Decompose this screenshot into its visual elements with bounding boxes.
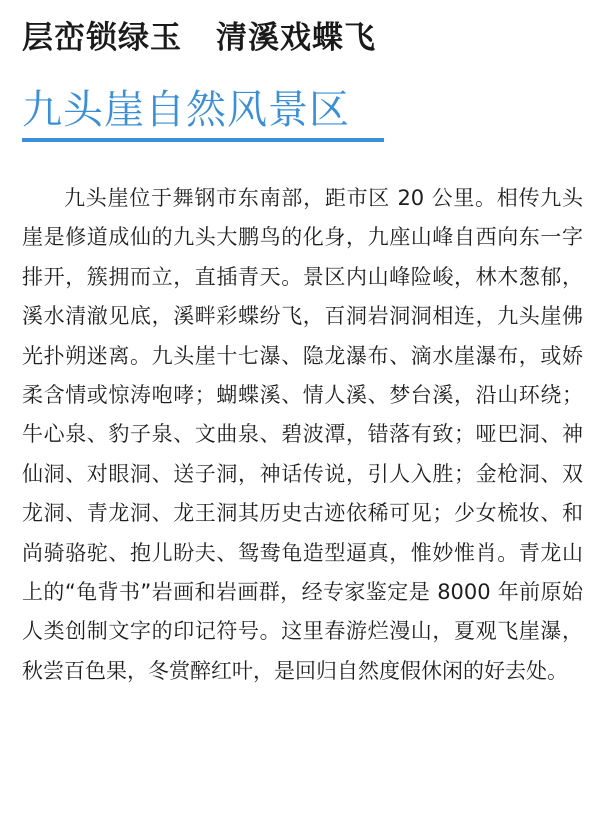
tagline	[22, 14, 376, 62]
article-body: 九头崖位于舞钢市东南部，距市区 20 公里。相传九头崖是修道成仙的九头大鹏鸟的化身，九座山峰自西向东一字排开，簇拥而立，直插青天。景区内山峰险峻，林木葱郁，溪水清澈见底，溪畔彩蝶纷飞，百洞岩洞洞相连，九头崖佛光扑朔迷离。九头崖十七瀑、隐龙瀑布、滴水崖瀑布，或娇柔含情或惊涛咆哮；蝴蝶溪、情人溪、梦台溪，沿山环绕；牛心泉、豹子泉、文曲泉、碧波潭，错落有致；哑巴洞、神仙洞、对眼洞、送子洞，神话传说，引人入胜；金枪洞、双龙洞、青龙洞、龙王洞其历史古迹依稀可见；少女梳妆、和尚骑骆驼、抱儿盼夫、鸳鸯龟造型逼真，惟妙惟肖。青龙山上的“龟背书”岩画和岩画群，经专家鉴定是 8000 年前原始人类创制文字的印记符号。这里春游烂漫山，夏观飞崖瀑，秋尝百色果，冬赏醉红叶，是回归自然度假休闲的好去处。	[22, 186, 583, 683]
tagline-right: 清溪戏蝶飞	[216, 20, 376, 56]
page-title: 九头崖自然风景区	[22, 87, 350, 133]
tagline-left: 层峦锁绿玉	[22, 20, 182, 56]
title-underline	[22, 138, 384, 142]
